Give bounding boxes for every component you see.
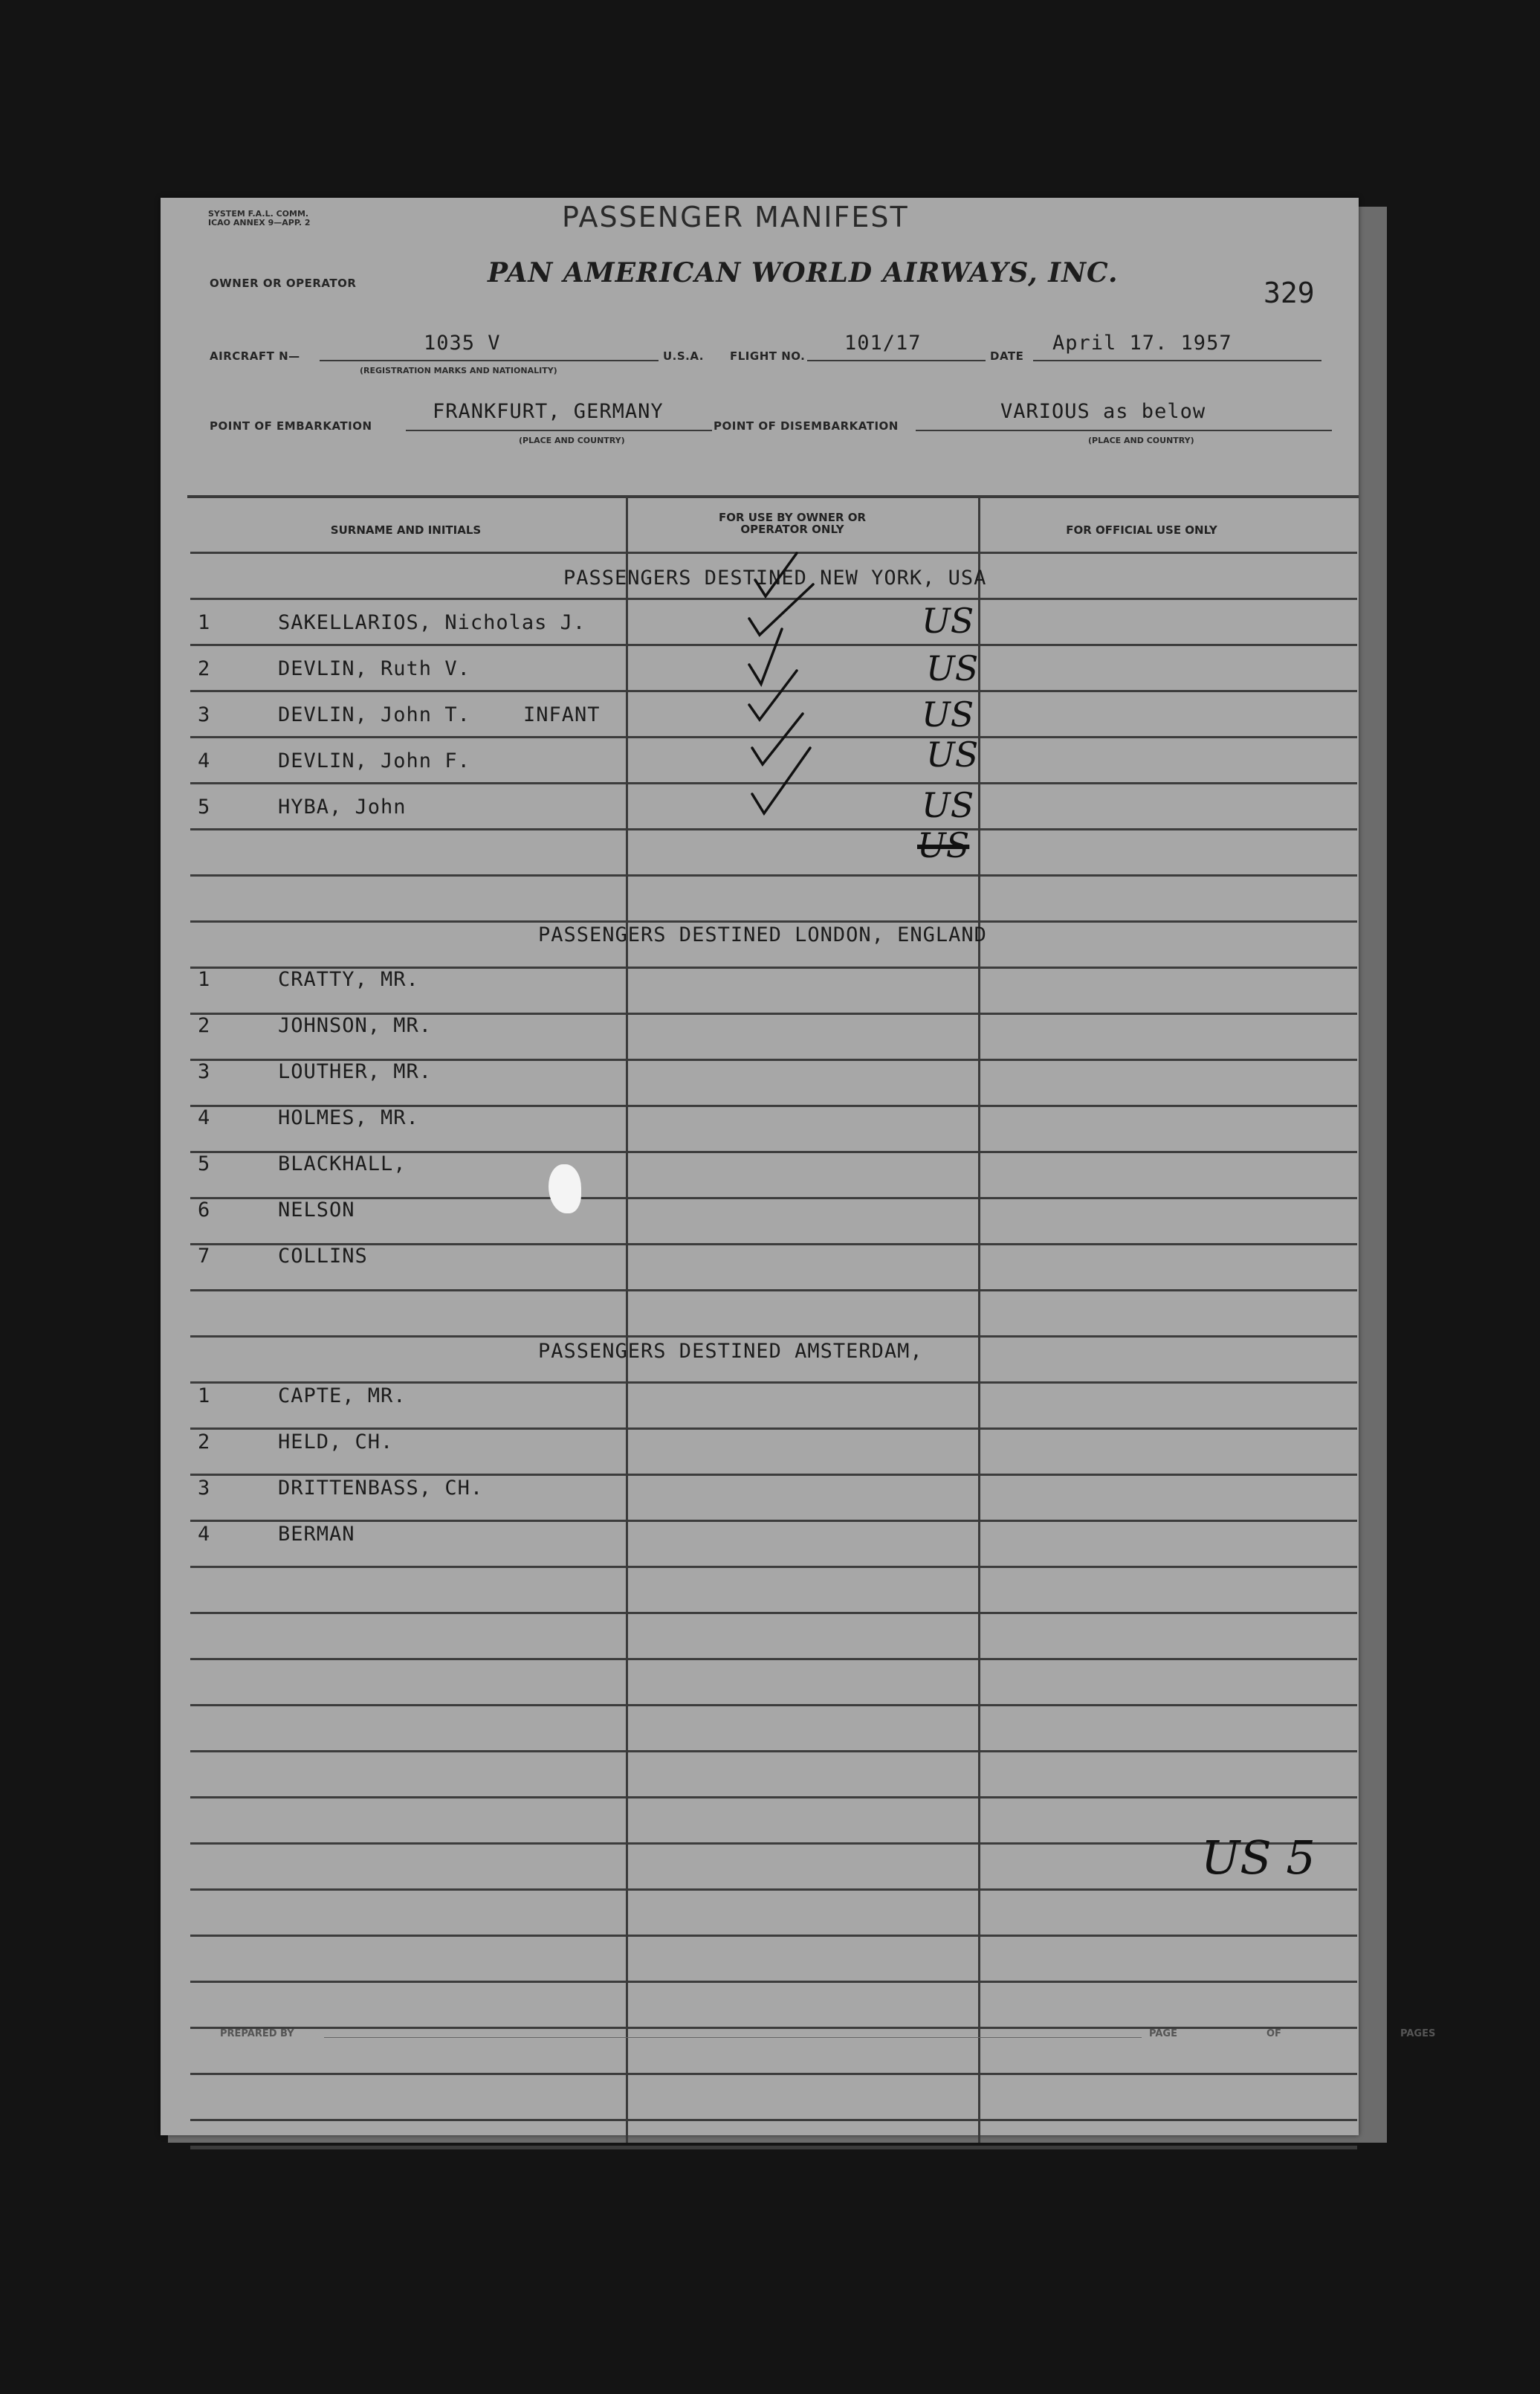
aircraft-value: 1035 V <box>424 332 501 355</box>
column-official: FOR OFFICIAL USE ONLY <box>1066 523 1217 537</box>
disembark-sublabel: (PLACE AND COUNTRY) <box>1088 436 1194 445</box>
passenger-number: 7 <box>198 1245 211 1268</box>
system-ref-line2: ICAO ANNEX 9—APP. 2 <box>208 218 311 228</box>
passenger-number: 2 <box>198 657 211 680</box>
group-heading-amsterdam: PASSENGERS DESTINED AMSTERDAM, <box>538 1340 923 1363</box>
paper-blemish <box>549 1164 581 1213</box>
handwritten-us-mark: US <box>926 648 979 688</box>
passenger-number: 1 <box>198 1384 211 1407</box>
passenger-name: DEVLIN, Ruth V. <box>278 657 470 680</box>
passenger-name: NELSON <box>278 1198 355 1222</box>
passenger-number: 4 <box>198 1106 211 1129</box>
manifest-form <box>161 198 1436 2135</box>
passenger-name: JOHNSON, MR. <box>278 1014 433 1037</box>
column-divider-2 <box>978 498 980 2143</box>
column-owner: FOR USE BY OWNER OR OPERATOR ONLY <box>718 511 867 536</box>
check-marks <box>577 547 829 1038</box>
passenger-name: CRATTY, MR. <box>278 968 419 991</box>
passenger-name: HOLMES, MR. <box>278 1106 419 1129</box>
passenger-note: INFANT <box>523 703 601 726</box>
passenger-name: COLLINS <box>278 1245 368 1268</box>
disembark-value: VARIOUS as below <box>1000 400 1206 423</box>
handwritten-total: US 5 <box>1201 1830 1316 1885</box>
passenger-name: LOUTHER, MR. <box>278 1060 433 1083</box>
passenger-number: 3 <box>198 1477 211 1500</box>
aircraft-label: AIRCRAFT N— <box>210 349 300 363</box>
passenger-name: BLACKHALL, <box>278 1152 407 1175</box>
passenger-name: DRITTENBASS, CH. <box>278 1477 484 1500</box>
embark-label: POINT OF EMBARKATION <box>210 419 372 433</box>
table-rule-line <box>190 1888 1357 1891</box>
table-rule-line <box>190 1750 1357 1752</box>
of-label: OF <box>1266 2028 1281 2039</box>
passenger-name: DEVLIN, John F. <box>278 749 470 772</box>
passenger-number: 3 <box>198 1060 211 1083</box>
date-value: April 17. 1957 <box>1052 332 1232 355</box>
group-heading-new-york: PASSENGERS DESTINED NEW YORK, USA <box>563 567 987 590</box>
flight-label: FLIGHT NO. <box>730 349 806 363</box>
passenger-name: BERMAN <box>278 1523 355 1546</box>
table-rule-line <box>190 1474 1357 1476</box>
table-rule-line <box>190 1289 1357 1291</box>
page-number: 329 <box>1264 277 1315 309</box>
pages-label: PAGES <box>1400 2028 1436 2039</box>
date-label: DATE <box>990 349 1024 363</box>
prepared-by-label: PREPARED BY <box>220 2028 294 2039</box>
table-rule-line <box>190 1197 1357 1199</box>
form-title: PASSENGER MANIFEST <box>562 201 909 233</box>
system-reference <box>208 210 311 228</box>
table-rule-line <box>190 2027 1357 2029</box>
passenger-number: 5 <box>198 1152 211 1175</box>
passenger-number: 4 <box>198 749 211 772</box>
handwritten-us-mark: US <box>922 785 974 825</box>
passenger-number: 2 <box>198 1014 211 1037</box>
passenger-number: 6 <box>198 1198 211 1222</box>
owner-label: OWNER OR OPERATOR <box>210 277 357 290</box>
table-rule-line <box>190 1935 1357 1937</box>
passenger-name: CAPTE, MR. <box>278 1384 407 1407</box>
flight-value: 101/17 <box>844 332 922 355</box>
handwritten-us-mark: US <box>922 694 974 735</box>
table-rule-line <box>190 1842 1357 1845</box>
passenger-number: 4 <box>198 1523 211 1546</box>
group-heading-london: PASSENGERS DESTINED LONDON, ENGLAND <box>538 923 987 946</box>
embark-value: FRANKFURT, GERMANY <box>433 400 664 423</box>
table-rule-line <box>190 2073 1357 2075</box>
passenger-number: 5 <box>198 796 211 819</box>
table-rule-line <box>190 1796 1357 1798</box>
usa-label: U.S.A. <box>663 349 704 363</box>
table-rule-line <box>190 1612 1357 1614</box>
table-rule-line <box>190 1427 1357 1430</box>
table-rule-line <box>190 2119 1357 2121</box>
table-rule-line <box>190 1704 1357 1706</box>
passenger-name: HELD, CH. <box>278 1430 394 1454</box>
system-ref-line1: SYSTEM F.A.L. COMM. <box>208 209 309 219</box>
disembark-label: POINT OF DISEMBARKATION <box>714 419 899 433</box>
table-rule-line <box>190 1566 1357 1568</box>
handwritten-us-mark: US <box>922 601 974 641</box>
table-rule-line <box>190 1381 1357 1384</box>
page-label: PAGE <box>1149 2028 1177 2039</box>
table-bottom-rule <box>190 2146 1357 2149</box>
table-rule-line <box>190 1520 1357 1522</box>
passenger-number: 2 <box>198 1430 211 1454</box>
passenger-name: DEVLIN, John T. <box>278 703 470 726</box>
embark-sublabel: (PLACE AND COUNTRY) <box>519 436 625 445</box>
passenger-number: 3 <box>198 703 211 726</box>
passenger-name: SAKELLARIOS, Nicholas J. <box>278 611 586 634</box>
handwritten-us-mark: US <box>926 735 979 775</box>
table-top-rule <box>187 495 1359 498</box>
passenger-number: 1 <box>198 611 211 634</box>
passenger-number: 1 <box>198 968 211 991</box>
struck-us-mark: US <box>917 825 970 865</box>
aircraft-sublabel: (REGISTRATION MARKS AND NATIONALITY) <box>360 366 557 375</box>
column-surname: SURNAME AND INITIALS <box>330 523 482 537</box>
owner-name: PAN AMERICAN WORLD AIRWAYS, INC. <box>488 257 1119 288</box>
table-rule-line <box>190 1658 1357 1660</box>
passenger-name: HYBA, John <box>278 796 407 819</box>
table-rule-line <box>190 1981 1357 1983</box>
table-rule-line <box>190 1335 1357 1338</box>
